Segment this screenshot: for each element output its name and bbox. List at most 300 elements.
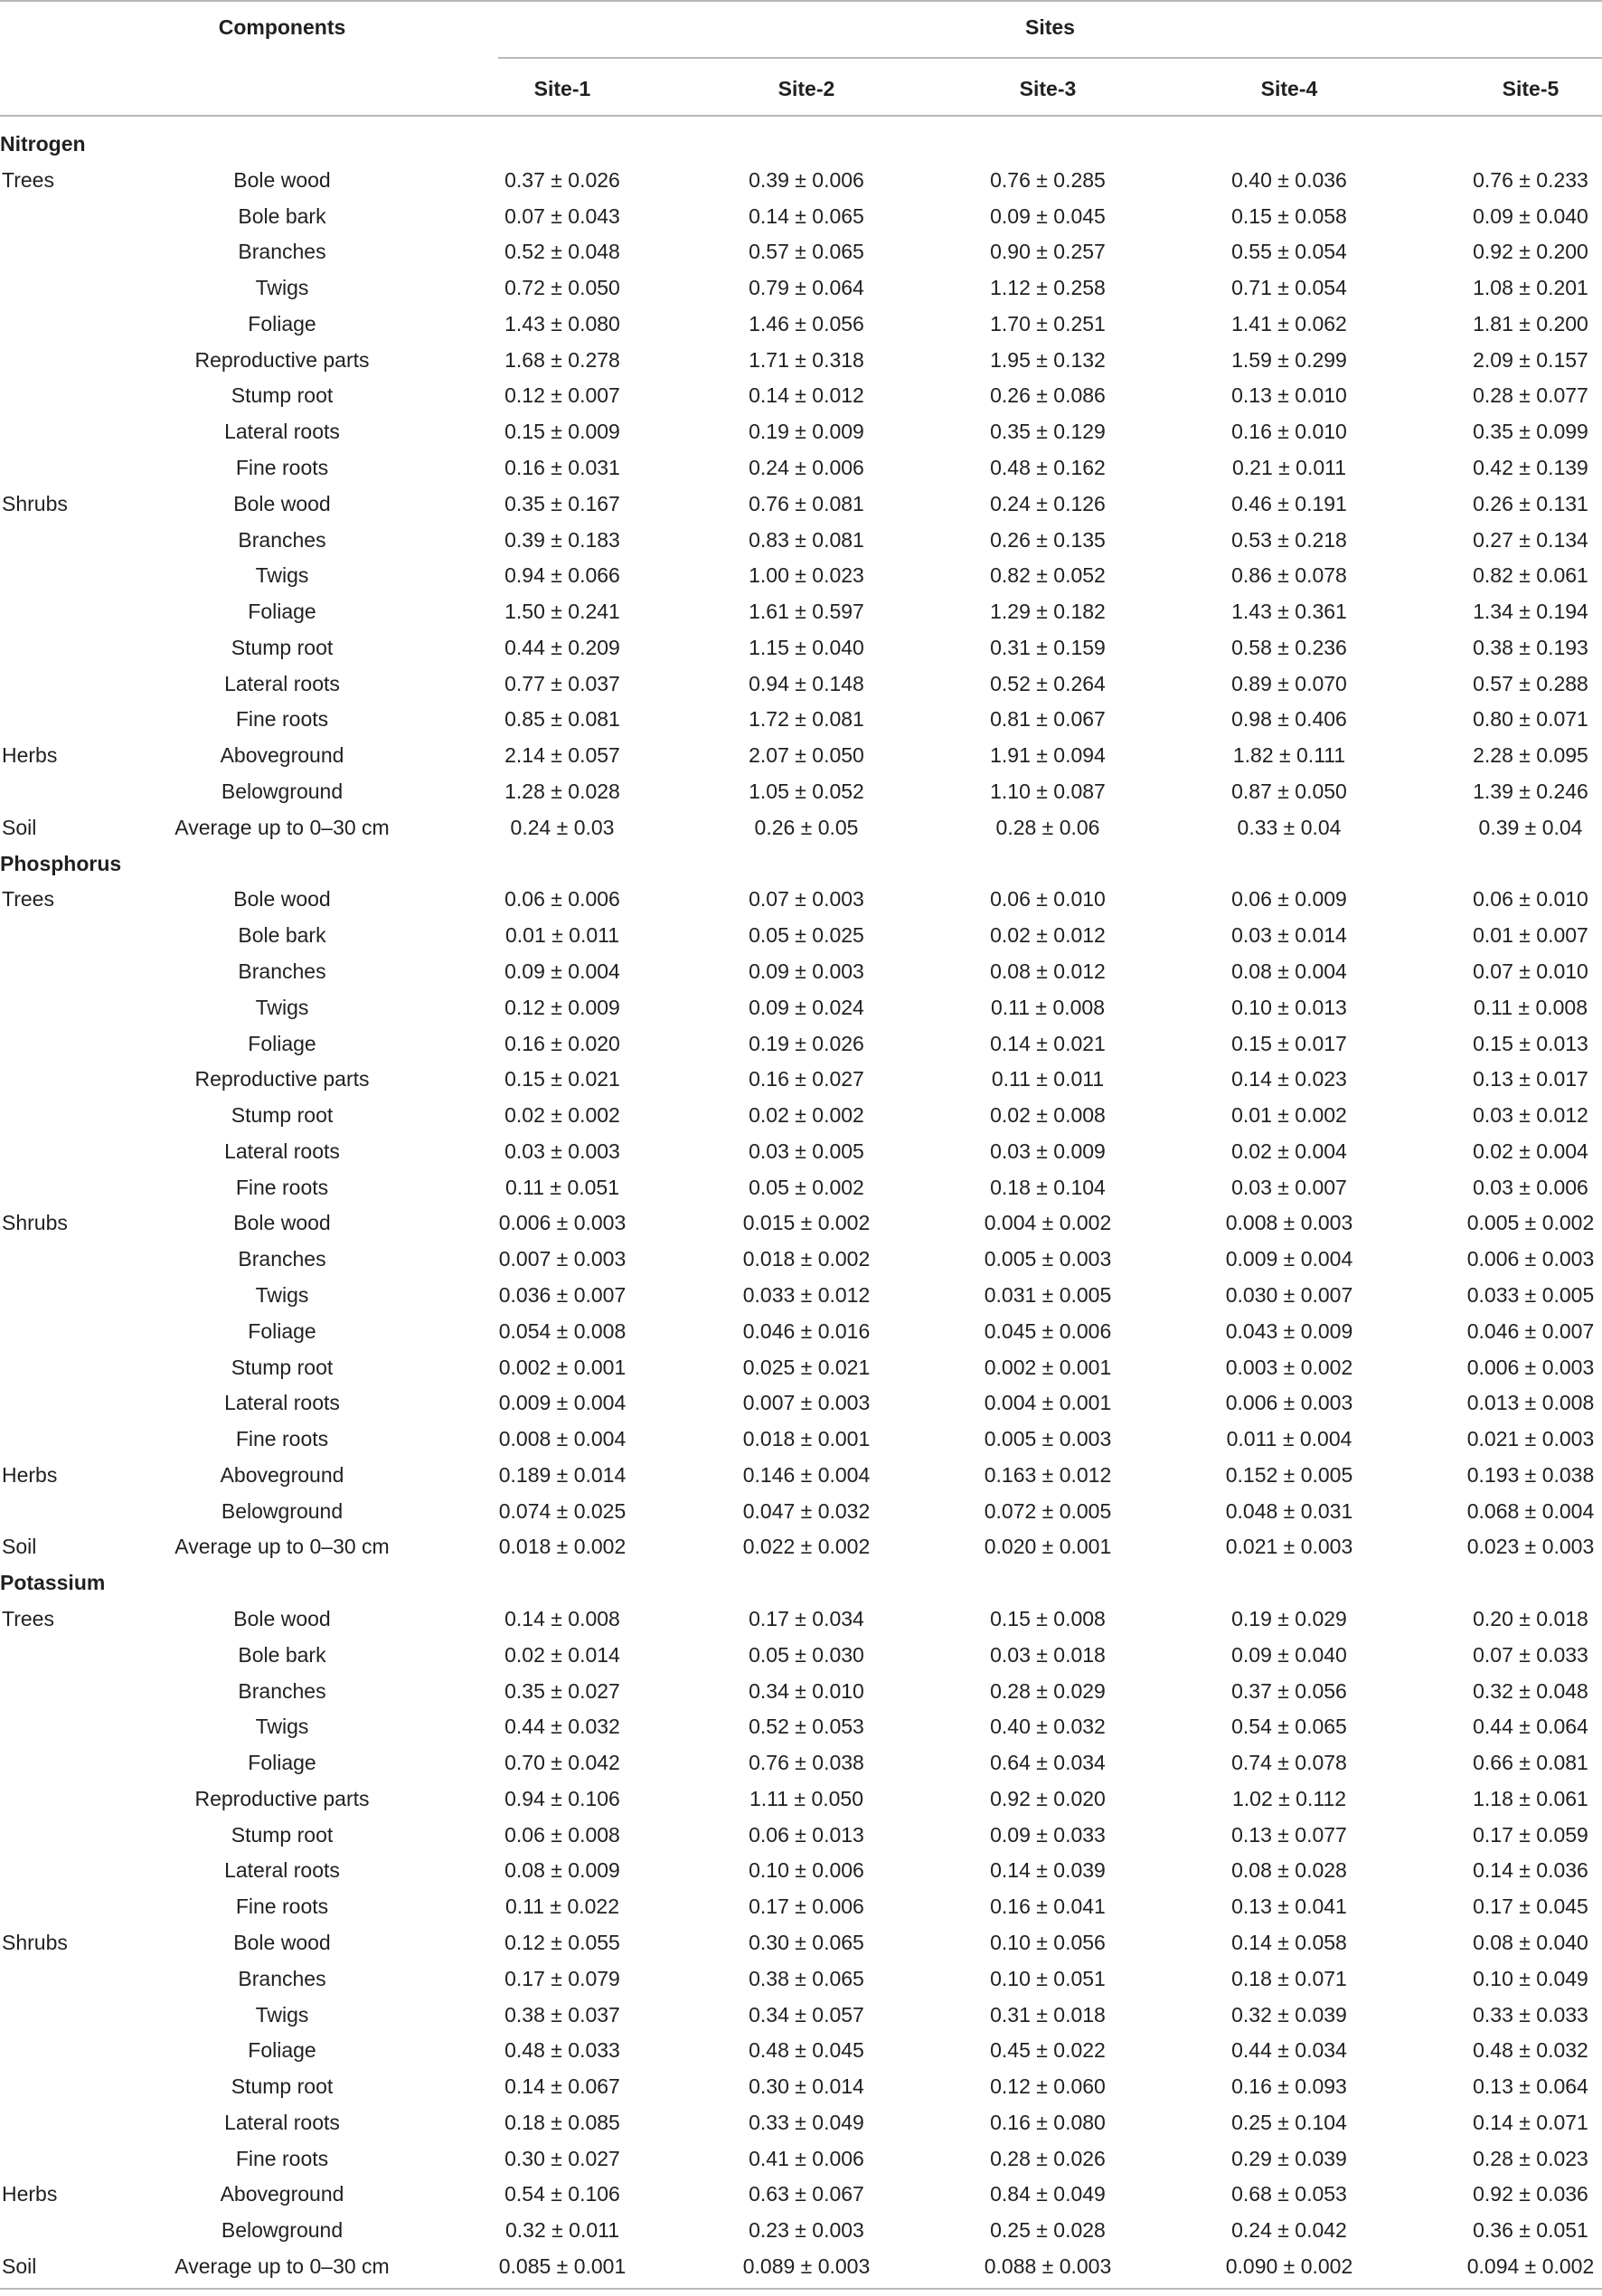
component-label: Average up to 0–30 cm <box>174 1535 390 1559</box>
site-value: 1.71 ± 0.318 <box>749 347 864 372</box>
site-value: 0.28 ± 0.023 <box>1473 2146 1588 2170</box>
header-bottom-rule <box>0 115 1602 117</box>
site-value: 0.07 ± 0.043 <box>504 203 620 228</box>
site-value: 0.025 ± 0.021 <box>742 1355 871 1379</box>
component-label: Fine roots <box>235 456 329 480</box>
group-label: Soil <box>2 1535 37 1559</box>
component-label: Branches <box>238 527 326 552</box>
table-row <box>0 593 1602 629</box>
site-value: 0.02 ± 0.008 <box>990 1103 1106 1128</box>
site-value: 0.21 ± 0.011 <box>1231 456 1347 480</box>
site-value: 0.17 ± 0.034 <box>749 1606 864 1630</box>
site-value: 0.15 ± 0.013 <box>1473 1031 1588 1055</box>
site-value: 0.007 ± 0.003 <box>742 1391 871 1415</box>
site-value: 0.48 ± 0.045 <box>749 2038 864 2063</box>
site-value: 0.14 ± 0.008 <box>504 1606 620 1630</box>
table-row <box>0 557 1602 593</box>
component-label: Bole wood <box>233 167 331 192</box>
site-value: 0.045 ± 0.006 <box>984 1318 1112 1343</box>
site-value: 0.30 ± 0.014 <box>749 2074 864 2099</box>
component-label: Lateral roots <box>224 1139 340 1163</box>
site-value: 1.34 ± 0.194 <box>1473 600 1588 624</box>
table-row <box>0 989 1602 1025</box>
site-value: 0.46 ± 0.191 <box>1231 491 1347 515</box>
site-value: 0.32 ± 0.039 <box>1231 2002 1347 2027</box>
site-value: 0.35 ± 0.027 <box>504 1678 620 1703</box>
site-value: 0.013 ± 0.008 <box>1466 1391 1595 1415</box>
site-value: 0.79 ± 0.064 <box>749 276 864 300</box>
site-value: 0.085 ± 0.001 <box>498 2254 627 2279</box>
table-row <box>0 486 1602 522</box>
site-value: 0.41 ± 0.006 <box>749 2146 864 2170</box>
site-value: 0.002 ± 0.001 <box>498 1355 627 1379</box>
site-value: 0.068 ± 0.004 <box>1466 1498 1595 1523</box>
section-row <box>0 1564 1602 1601</box>
component-label: Reproductive parts <box>194 347 370 372</box>
components-header: Components <box>218 15 346 39</box>
component-label: Branches <box>238 1247 326 1271</box>
table-row <box>0 1817 1602 1853</box>
site-value: 0.022 ± 0.002 <box>742 1535 871 1559</box>
component-label: Stump root <box>231 1355 334 1379</box>
site-value: 0.06 ± 0.010 <box>990 887 1106 912</box>
site-value: 0.24 ± 0.042 <box>1231 2218 1347 2243</box>
site-value: 1.59 ± 0.299 <box>1231 347 1347 372</box>
table-row <box>0 2248 1602 2284</box>
site-value: 0.82 ± 0.052 <box>990 563 1106 588</box>
site-value: 0.018 ± 0.002 <box>742 1247 871 1271</box>
site-value: 1.05 ± 0.052 <box>749 780 864 804</box>
table-row <box>0 1852 1602 1888</box>
site-value: 0.48 ± 0.033 <box>504 2038 620 2063</box>
site-5-header: Site-5 <box>1502 77 1560 100</box>
site-1-header: Site-1 <box>533 77 591 100</box>
site-value: 0.32 ± 0.048 <box>1473 1678 1588 1703</box>
table-row <box>0 306 1602 342</box>
component-label: Stump root <box>231 2074 334 2099</box>
table-row <box>0 377 1602 413</box>
site-value: 0.76 ± 0.285 <box>990 167 1106 192</box>
site-value: 0.52 ± 0.053 <box>749 1715 864 1739</box>
site-value: 0.35 ± 0.167 <box>504 491 620 515</box>
site-value: 0.17 ± 0.079 <box>504 1966 620 1990</box>
site-value: 0.10 ± 0.056 <box>990 1931 1106 1954</box>
table-row <box>0 342 1602 378</box>
table-row <box>0 881 1602 917</box>
site-value: 0.39 ± 0.04 <box>1478 815 1583 839</box>
site-value: 0.13 ± 0.077 <box>1231 1822 1347 1847</box>
site-value: 0.008 ± 0.003 <box>1225 1211 1353 1235</box>
site-value: 0.44 ± 0.034 <box>1231 2038 1347 2063</box>
site-value: 0.57 ± 0.288 <box>1473 671 1588 695</box>
component-label: Bole bark <box>238 203 326 228</box>
group-label: Trees <box>2 1606 54 1630</box>
table-row <box>0 1637 1602 1673</box>
site-value: 0.14 ± 0.023 <box>1231 1067 1347 1091</box>
site-value: 1.15 ± 0.040 <box>749 635 864 659</box>
site-value: 1.28 ± 0.028 <box>504 780 620 804</box>
component-label: Fine roots <box>235 1175 329 1199</box>
site-value: 0.58 ± 0.236 <box>1231 635 1347 659</box>
component-label: Foliage <box>248 1031 316 1055</box>
component-label: Lateral roots <box>224 2110 340 2134</box>
site-value: 0.28 ± 0.026 <box>990 2146 1106 2170</box>
site-value: 0.38 ± 0.065 <box>749 1966 864 1990</box>
component-label: Stump root <box>231 1103 334 1128</box>
component-label: Lateral roots <box>224 1391 340 1415</box>
site-value: 0.44 ± 0.209 <box>504 635 620 659</box>
site-value: 0.005 ± 0.003 <box>984 1427 1112 1451</box>
site-value: 0.12 ± 0.007 <box>504 383 620 408</box>
site-value: 0.01 ± 0.011 <box>504 923 620 948</box>
component-label: Belowground <box>221 780 344 804</box>
site-value: 0.03 ± 0.006 <box>1473 1175 1588 1199</box>
site-value: 0.98 ± 0.406 <box>1231 707 1347 732</box>
table-row <box>0 1744 1602 1781</box>
site-value: 0.146 ± 0.004 <box>742 1462 871 1487</box>
component-label: Lateral roots <box>224 671 340 695</box>
table-row <box>0 809 1602 846</box>
site-value: 0.94 ± 0.148 <box>749 671 864 695</box>
site-value: 0.009 ± 0.004 <box>498 1391 627 1415</box>
site-value: 0.006 ± 0.003 <box>1466 1247 1595 1271</box>
site-value: 0.09 ± 0.024 <box>749 995 864 1019</box>
component-label: Bole wood <box>233 1931 331 1954</box>
site-value: 0.16 ± 0.031 <box>504 456 620 480</box>
site-value: 0.26 ± 0.05 <box>754 815 859 839</box>
table-row <box>0 2104 1602 2140</box>
site-value: 0.35 ± 0.129 <box>990 420 1106 444</box>
site-value: 0.35 ± 0.099 <box>1473 420 1588 444</box>
table-row <box>0 701 1602 737</box>
component-label: Branches <box>238 959 326 983</box>
site-value: 0.52 ± 0.264 <box>990 671 1106 695</box>
table-row <box>0 1601 1602 1637</box>
site-3-header: Site-3 <box>1019 77 1077 100</box>
site-value: 0.02 ± 0.012 <box>990 923 1106 948</box>
site-value: 0.089 ± 0.003 <box>742 2254 871 2279</box>
site-value: 0.14 ± 0.065 <box>749 203 864 228</box>
site-value: 0.088 ± 0.003 <box>984 2254 1112 2279</box>
site-value: 0.07 ± 0.003 <box>749 887 864 912</box>
site-value: 0.033 ± 0.012 <box>742 1282 871 1307</box>
site-value: 0.046 ± 0.007 <box>1466 1318 1595 1343</box>
site-value: 0.072 ± 0.005 <box>984 1498 1112 1523</box>
table-top-rule <box>0 0 1602 2</box>
site-value: 0.76 ± 0.233 <box>1473 167 1588 192</box>
site-value: 0.37 ± 0.026 <box>504 167 620 192</box>
site-value: 0.31 ± 0.018 <box>990 2002 1106 2027</box>
table-row <box>0 1781 1602 1817</box>
section-title: Nitrogen <box>0 132 86 156</box>
site-value: 0.53 ± 0.218 <box>1231 527 1347 552</box>
site-value: 0.06 ± 0.010 <box>1473 887 1588 912</box>
site-value: 0.03 ± 0.009 <box>990 1139 1106 1163</box>
site-value: 0.094 ± 0.002 <box>1466 2254 1595 2279</box>
site-value: 0.39 ± 0.183 <box>504 527 620 552</box>
site-value: 0.19 ± 0.029 <box>1231 1606 1347 1630</box>
site-value: 0.02 ± 0.004 <box>1231 1139 1347 1163</box>
site-value: 0.16 ± 0.093 <box>1231 2074 1347 2099</box>
component-label: Aboveground <box>220 2182 344 2206</box>
sites-header: Sites <box>1025 15 1075 39</box>
table-row <box>0 449 1602 486</box>
site-value: 0.24 ± 0.006 <box>749 456 864 480</box>
site-value: 0.09 ± 0.045 <box>990 203 1106 228</box>
site-value: 0.018 ± 0.001 <box>742 1427 871 1451</box>
component-label: Bole bark <box>238 1642 326 1667</box>
site-value: 0.45 ± 0.022 <box>990 2038 1106 2063</box>
site-value: 0.31 ± 0.159 <box>990 635 1106 659</box>
site-value: 0.30 ± 0.065 <box>749 1931 864 1954</box>
group-label: Shrubs <box>2 1211 68 1235</box>
site-value: 0.94 ± 0.106 <box>504 1786 620 1810</box>
site-value: 0.27 ± 0.134 <box>1473 527 1588 552</box>
site-value: 0.48 ± 0.032 <box>1473 2038 1588 2063</box>
site-value: 0.004 ± 0.001 <box>984 1391 1112 1415</box>
site-value: 2.28 ± 0.095 <box>1473 743 1588 768</box>
site-value: 0.32 ± 0.011 <box>504 2218 620 2243</box>
site-value: 0.163 ± 0.012 <box>984 1462 1112 1487</box>
site-value: 0.92 ± 0.020 <box>990 1786 1106 1810</box>
component-label: Twigs <box>255 995 309 1019</box>
site-value: 0.09 ± 0.040 <box>1231 1642 1347 1667</box>
site-value: 0.13 ± 0.041 <box>1231 1894 1347 1919</box>
section-row <box>0 846 1602 882</box>
site-value: 0.004 ± 0.002 <box>984 1211 1112 1235</box>
component-label: Twigs <box>255 276 309 300</box>
site-value: 0.66 ± 0.081 <box>1473 1751 1588 1775</box>
group-label: Herbs <box>2 743 58 768</box>
site-value: 0.26 ± 0.086 <box>990 383 1106 408</box>
site-value: 1.95 ± 0.132 <box>990 347 1106 372</box>
site-value: 0.18 ± 0.104 <box>990 1175 1106 1199</box>
site-value: 1.08 ± 0.201 <box>1473 276 1588 300</box>
site-value: 0.009 ± 0.004 <box>1225 1247 1353 1271</box>
table-row <box>0 522 1602 558</box>
site-value: 0.33 ± 0.04 <box>1237 815 1342 839</box>
site-value: 1.11 ± 0.050 <box>749 1786 864 1810</box>
site-value: 0.18 ± 0.071 <box>1231 1966 1347 1990</box>
site-value: 0.06 ± 0.006 <box>504 887 620 912</box>
site-value: 0.09 ± 0.003 <box>749 959 864 983</box>
site-value: 1.50 ± 0.241 <box>504 600 620 624</box>
site-value: 0.09 ± 0.033 <box>990 1822 1106 1847</box>
component-label: Bole wood <box>233 491 331 515</box>
site-value: 0.87 ± 0.050 <box>1231 780 1347 804</box>
site-value: 0.15 ± 0.008 <box>990 1606 1106 1630</box>
table-row <box>0 2068 1602 2104</box>
table-row <box>0 1169 1602 1205</box>
site-value: 0.90 ± 0.257 <box>990 240 1106 264</box>
table-row <box>0 737 1602 773</box>
site-value: 0.10 ± 0.013 <box>1231 995 1347 1019</box>
site-value: 0.52 ± 0.048 <box>504 240 620 264</box>
table-row <box>0 233 1602 269</box>
component-label: Twigs <box>255 2002 309 2027</box>
site-value: 2.07 ± 0.050 <box>749 743 864 768</box>
site-value: 0.10 ± 0.049 <box>1473 1966 1588 1990</box>
site-value: 0.06 ± 0.008 <box>504 1822 620 1847</box>
site-value: 1.82 ± 0.111 <box>1232 743 1346 768</box>
site-value: 0.57 ± 0.065 <box>749 240 864 264</box>
site-value: 0.193 ± 0.038 <box>1466 1462 1595 1487</box>
site-value: 1.29 ± 0.182 <box>990 600 1106 624</box>
site-value: 0.85 ± 0.081 <box>504 707 620 732</box>
site-value: 0.13 ± 0.010 <box>1231 383 1347 408</box>
site-value: 0.30 ± 0.027 <box>504 2146 620 2170</box>
site-value: 0.09 ± 0.004 <box>504 959 620 983</box>
component-label: Twigs <box>255 563 309 588</box>
table-row <box>0 1241 1602 1277</box>
site-value: 0.14 ± 0.036 <box>1473 1858 1588 1883</box>
site-value: 0.02 ± 0.014 <box>504 1642 620 1667</box>
site-value: 1.81 ± 0.200 <box>1473 311 1588 335</box>
site-value: 0.26 ± 0.135 <box>990 527 1106 552</box>
section-title: Potassium <box>0 1571 106 1595</box>
site-value: 0.29 ± 0.039 <box>1231 2146 1347 2170</box>
site-2-header: Site-2 <box>777 77 835 100</box>
site-4-header: Site-4 <box>1260 77 1318 100</box>
site-value: 0.12 ± 0.060 <box>990 2074 1106 2099</box>
table-row <box>0 1673 1602 1709</box>
site-value: 0.28 ± 0.029 <box>990 1678 1106 1703</box>
site-value: 1.61 ± 0.597 <box>749 600 864 624</box>
table-row <box>0 1384 1602 1421</box>
table-row <box>0 1061 1602 1097</box>
component-label: Fine roots <box>235 1894 329 1919</box>
site-value: 0.16 ± 0.027 <box>749 1067 864 1091</box>
table-row <box>0 953 1602 989</box>
component-label: Bole wood <box>233 1606 331 1630</box>
site-value: 0.003 ± 0.002 <box>1225 1355 1353 1379</box>
site-value: 0.12 ± 0.009 <box>504 995 620 1019</box>
component-label: Twigs <box>255 1282 309 1307</box>
group-label: Soil <box>2 2254 37 2279</box>
site-value: 0.015 ± 0.002 <box>742 1211 871 1235</box>
site-value: 0.74 ± 0.078 <box>1231 1751 1347 1775</box>
component-label: Twigs <box>255 1715 309 1739</box>
site-value: 0.006 ± 0.003 <box>498 1211 627 1235</box>
site-value: 0.08 ± 0.028 <box>1231 1858 1347 1883</box>
table-row <box>0 413 1602 449</box>
site-value: 0.15 ± 0.017 <box>1231 1031 1347 1055</box>
site-value: 0.08 ± 0.009 <box>504 1858 620 1883</box>
component-label: Branches <box>238 240 326 264</box>
site-value: 0.07 ± 0.010 <box>1473 959 1588 983</box>
table-row <box>0 1349 1602 1385</box>
site-value: 0.031 ± 0.005 <box>984 1282 1112 1307</box>
site-value: 0.34 ± 0.010 <box>749 1678 864 1703</box>
site-value: 0.23 ± 0.003 <box>749 2218 864 2243</box>
site-value: 0.11 ± 0.051 <box>504 1175 620 1199</box>
site-value: 0.03 ± 0.018 <box>990 1642 1106 1667</box>
table-row <box>0 1493 1602 1529</box>
site-value: 0.63 ± 0.067 <box>749 2182 864 2206</box>
site-value: 0.090 ± 0.002 <box>1225 2254 1353 2279</box>
group-label: Shrubs <box>2 1931 68 1954</box>
site-value: 0.14 ± 0.021 <box>990 1031 1106 1055</box>
component-label: Bole wood <box>233 1211 331 1235</box>
component-label: Belowground <box>221 2218 344 2243</box>
sites-subrule <box>498 57 1602 59</box>
site-value: 0.03 ± 0.007 <box>1231 1175 1347 1199</box>
table-row <box>0 269 1602 306</box>
component-label: Foliage <box>248 600 316 624</box>
component-label: Fine roots <box>235 707 329 732</box>
site-value: 0.94 ± 0.066 <box>504 563 620 588</box>
component-label: Lateral roots <box>224 1858 340 1883</box>
site-value: 0.08 ± 0.040 <box>1473 1931 1588 1954</box>
table-row <box>0 1421 1602 1457</box>
site-value: 0.02 ± 0.002 <box>504 1103 620 1128</box>
table-row <box>0 1205 1602 1241</box>
site-value: 0.42 ± 0.139 <box>1473 456 1588 480</box>
site-value: 0.19 ± 0.009 <box>749 420 864 444</box>
group-label: Trees <box>2 167 54 192</box>
site-value: 0.11 ± 0.022 <box>504 1894 620 1919</box>
site-value: 0.046 ± 0.016 <box>742 1318 871 1343</box>
component-label: Average up to 0–30 cm <box>174 815 390 839</box>
site-value: 1.18 ± 0.061 <box>1473 1786 1588 1810</box>
site-value: 0.021 ± 0.003 <box>1466 1427 1595 1451</box>
site-value: 1.41 ± 0.062 <box>1231 311 1347 335</box>
site-value: 0.24 ± 0.126 <box>990 491 1106 515</box>
section-title: Phosphorus <box>0 851 122 875</box>
component-label: Aboveground <box>220 1462 344 1487</box>
table-row <box>0 1133 1602 1169</box>
site-value: 1.02 ± 0.112 <box>1231 1786 1347 1810</box>
site-value: 0.89 ± 0.070 <box>1231 671 1347 695</box>
site-value: 0.002 ± 0.001 <box>984 1355 1112 1379</box>
component-label: Bole bark <box>238 923 326 948</box>
site-value: 1.46 ± 0.056 <box>749 311 864 335</box>
site-value: 0.036 ± 0.007 <box>498 1282 627 1307</box>
site-value: 0.006 ± 0.003 <box>1466 1355 1595 1379</box>
site-value: 0.13 ± 0.017 <box>1473 1067 1588 1091</box>
site-value: 0.08 ± 0.004 <box>1231 959 1347 983</box>
site-value: 0.17 ± 0.006 <box>749 1894 864 1919</box>
component-label: Reproductive parts <box>194 1067 370 1091</box>
component-label: Reproductive parts <box>194 1786 370 1810</box>
site-value: 0.03 ± 0.005 <box>749 1139 864 1163</box>
site-value: 1.91 ± 0.094 <box>990 743 1106 768</box>
group-label: Herbs <box>2 2182 58 2206</box>
table-row <box>0 162 1602 198</box>
site-value: 0.71 ± 0.054 <box>1231 276 1347 300</box>
component-label: Foliage <box>248 2038 316 2063</box>
site-value: 0.72 ± 0.050 <box>504 276 620 300</box>
table-row <box>0 773 1602 809</box>
site-value: 1.39 ± 0.246 <box>1473 780 1588 804</box>
site-value: 0.81 ± 0.067 <box>990 707 1106 732</box>
site-value: 0.030 ± 0.007 <box>1225 1282 1353 1307</box>
site-value: 0.77 ± 0.037 <box>504 671 620 695</box>
site-value: 0.01 ± 0.007 <box>1473 923 1588 948</box>
site-value: 0.84 ± 0.049 <box>990 2182 1106 2206</box>
site-value: 0.92 ± 0.200 <box>1473 240 1588 264</box>
site-value: 0.54 ± 0.065 <box>1231 1715 1347 1739</box>
component-label: Lateral roots <box>224 420 340 444</box>
component-label: Stump root <box>231 383 334 408</box>
site-value: 0.11 ± 0.008 <box>990 995 1106 1019</box>
site-value: 0.043 ± 0.009 <box>1225 1318 1353 1343</box>
table-row <box>0 1997 1602 2033</box>
site-value: 0.074 ± 0.025 <box>498 1498 627 1523</box>
site-value: 0.38 ± 0.037 <box>504 2002 620 2027</box>
site-value: 0.92 ± 0.036 <box>1473 2182 1588 2206</box>
site-value: 1.10 ± 0.087 <box>990 780 1106 804</box>
